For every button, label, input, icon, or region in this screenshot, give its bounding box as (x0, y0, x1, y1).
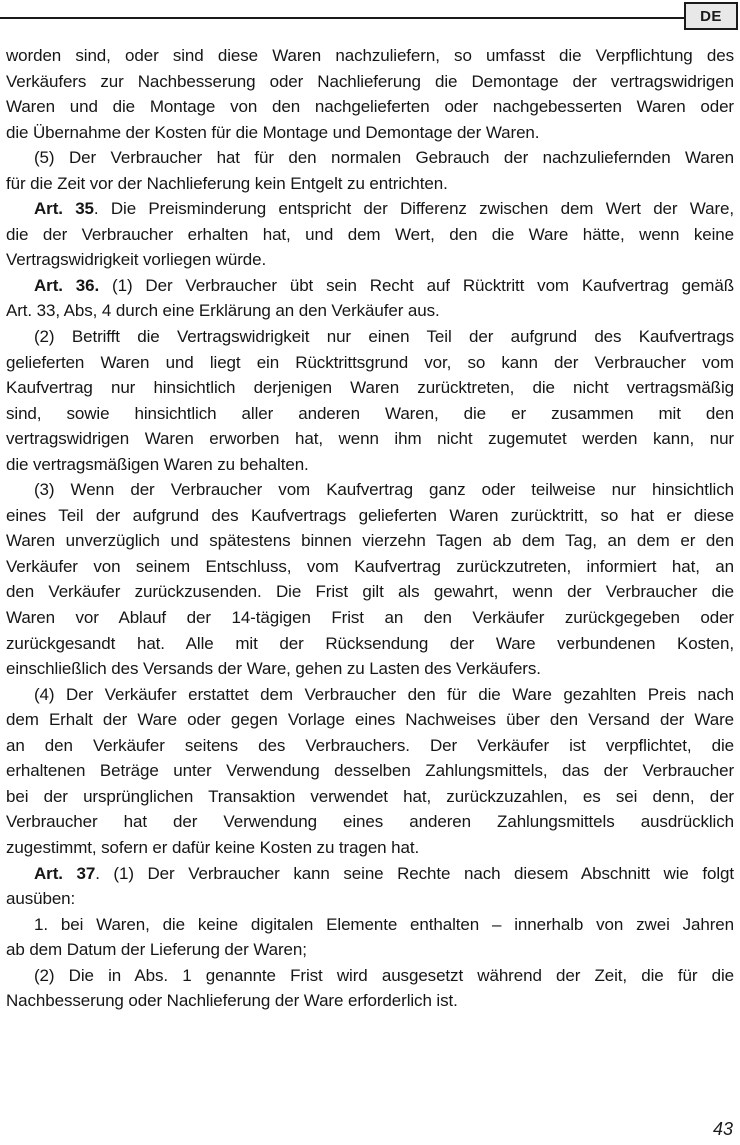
page-number: 43 (712, 1119, 733, 1139)
text-line: eines Teil der aufgrund des Kaufvertrags gelieferten Waren zurücktritt, so hat er diese (6, 505, 734, 525)
text-line: Waren vor Ablauf der 14-tägigen Frist an den Verkäufer zurückgegeben oder (6, 608, 734, 628)
text-line: erhaltenen Beträge unter Verwendung desselben Zahlungsmittels, das der Verbraucher (6, 761, 734, 781)
text-line: Kaufvertrag nur hinsichtlich derjenigen Waren zurücktreten, die nicht vertragsmäßig (6, 378, 734, 398)
text-line: Art. 37. (1) Der Verbraucher kann seine Rechte nach diesem Abschnitt wie folgt (34, 863, 734, 883)
language-badge (684, 2, 738, 30)
text-line: (3) Wenn der Verbraucher vom Kaufvertrag ganz oder teilweise nur hinsichtlich (34, 480, 734, 500)
text-line: ausüben: (6, 889, 76, 909)
text-line: (2) Die in Abs. 1 genannte Frist wird ausgesetzt während der Zeit, die für die (34, 965, 734, 985)
text-line: Art. 33, Abs, 4 durch eine Erklärung an den Verkäufer aus. (6, 301, 440, 321)
text-body (6, 43, 734, 1014)
header-rule (0, 17, 685, 19)
text-line: worden sind, oder sind diese Waren nachzuliefern, so umfasst die Verpflichtung des (6, 46, 734, 65)
text-line: vertragswidrigen Waren erworben hat, wenn ihm nicht zugemutet werden kann, nur (6, 429, 734, 449)
text-line: bei der ursprünglichen Transaktion verwendet hat, zurückzuzahlen, es sei denn, der (6, 786, 734, 806)
text-line: für die Zeit vor der Nachlieferung kein Entgelt zu entrichten. (6, 173, 448, 193)
text-line: zugestimmt, sofern er dafür keine Kosten zu tragen hat. (6, 837, 420, 857)
text-line: einschließlich des Versands der Ware, gehen zu Lasten des Verkäufers. (6, 659, 541, 679)
text-line: Art. 35. Die Preisminderung entspricht der Differenz zwischen dem Wert der Ware, (34, 199, 734, 219)
text-line: ab dem Datum der Lieferung der Waren; (6, 940, 307, 960)
text-line: dem Erhalt der Ware oder gegen Vorlage eines Nachweises über den Versand der Ware (6, 710, 734, 730)
text-line: Nachbesserung oder Nachlieferung der Ware erforderlich ist. (6, 991, 458, 1011)
article-heading: Art. 37 (34, 863, 96, 883)
text-line: gelieferten Waren und liegt ein Rücktrittsgrund vor, so kann der Verbraucher vom (6, 352, 734, 372)
text-line: zurückgesandt hat. Alle mit der Rücksendung der Ware verbundenen Kosten, (6, 633, 734, 653)
text-line: sind, sowie hinsichtlich aller anderen Waren, die er zusammen mit den (6, 403, 734, 423)
language-badge-label: DE (700, 7, 722, 25)
text-line: die Übernahme der Kosten für die Montage und Demontage der Waren. (6, 122, 540, 142)
text-line: die der Verbraucher erhalten hat, und dem Wert, den die Ware hätte, wenn keine (6, 224, 734, 244)
article-heading: Art. 36. (34, 275, 100, 295)
text-line: (2) Betrifft die Vertragswidrigkeit nur einen Teil der aufgrund des Kaufvertrags (34, 327, 734, 347)
text-line: Vertragswidrigkeit vorliegen würde. (6, 250, 267, 270)
text-line: Verkäufer von seinem Entschluss, vom Kaufvertrag zurückzutreten, informiert hat, an (6, 556, 734, 576)
text-line: den Verkäufer zurückzusenden. Die Frist gilt als gewahrt, wenn der Verbraucher die (6, 582, 734, 602)
text-line: die vertragsmäßigen Waren zu behalten. (6, 454, 309, 474)
text-line: Verkäufers zur Nachbesserung oder Nachlieferung die Demontage der vertragswidrigen (6, 71, 734, 91)
text-line: Art. 36. (1) Der Verbraucher übt sein Recht auf Rücktritt vom Kaufvertrag gemäß (34, 275, 734, 295)
text-line: (4) Der Verkäufer erstattet dem Verbraucher den für die Ware gezahlten Preis nach (34, 684, 734, 704)
text-line: Waren unverzüglich und spätestens binnen vierzehn Tagen ab dem Tag, an dem er den (6, 531, 734, 551)
text-line: Waren und die Montage von den nachgelieferten oder nachgebesserten Waren oder (6, 97, 734, 117)
text-line: (5) Der Verbraucher hat für den normalen Gebrauch der nachzuliefernden Waren (34, 148, 734, 168)
text-line: an den Verkäufer seitens des Verbrauchers. Der Verkäufer ist verpflichtet, die (6, 735, 734, 755)
text-line: Verbraucher hat der Verwendung eines anderen Zahlungsmittels ausdrücklich (6, 812, 734, 832)
article-heading: Art. 35 (34, 199, 94, 219)
text-line: 1. bei Waren, die keine digitalen Elemente enthalten – innerhalb von zwei Jahren (34, 914, 734, 934)
